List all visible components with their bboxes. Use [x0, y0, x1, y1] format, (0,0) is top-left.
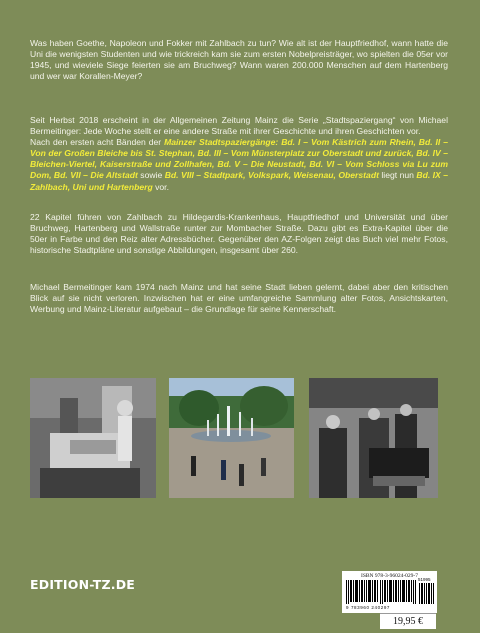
blurb-paragraph-questions [30, 38, 448, 82]
paragraph-volumes [30, 137, 448, 192]
volume-9-highlight: Bd. IX – Zahlbach, Uni und Hartenberg [30, 170, 448, 192]
publisher-website: EDITION-TZ.DE [30, 577, 136, 592]
paragraph-text: Seit Herbst 2018 erscheint in der Allgemeinen Zeitung Mainz die Serie „Stadtspaziergang“ von Michael Bermeitinger: Jede Woche stellt er eine andere Straße mit ihrer Geschichte und ihren Geschichten vor. [30, 115, 448, 137]
volume-titles-highlight: Mainzer Stadtspaziergänge: Bd. I – Vom Kästrich zum Rhein, Bd. II – Von der Großen Bleiche bis St. Stephan, Bd. III – Vom Münsterplatz zur Oberstadt und zurück, Bd. IV – Bleichen-Viertel, Kaiserstraße und Zollhafen, Bd. V – Die Neustadt, Bd. VI – Vom Schloss via Lu zum Dom, Bd. VII – Die Altstadt [30, 137, 449, 181]
ean-digits: 9 783960 240297 [346, 605, 391, 610]
blurb-paragraph-chapters [30, 212, 448, 256]
text-run: liegt nun [378, 170, 417, 181]
paragraph-text: Michael Bermeitinger kam 1974 nach Mainz und hat seine Stadt lieben gelernt, dabei aber den kritischen Blick auf sie nicht verloren. Inzwischen hat er eine umfangreiche Sammlung alter Fotos, Ansichtskarten, Werbung und Mainz-Literatur aufgebaut – die Grundlage für seine Kennerschaft. [30, 282, 448, 315]
price-label: 19,95 € [380, 613, 436, 629]
ean-barcode-bars [346, 580, 416, 604]
volume-8-highlight: Bd. VIII – Stadtpark, Volkspark, Weisenau, Oberstadt [164, 170, 379, 181]
text-run: sowie [137, 170, 165, 181]
paragraph-text: Was haben Goethe, Napoleon und Fokker mit Zahlbach zu tun? Wie alt ist der Hauptfriedhof, wann hatte die Uni die wenigsten Studenten und wie trickreich kam sie zum ersten Nobelpreisträger, wo spielten die 05er vor 1945, und wieviele Siege feierten sie am Bruchweg? Wann waren 200.000 Menschen auf dem Hartenberg und wer war Korallen-Meyer? [30, 38, 448, 82]
isbn-number: ISBN 978-3-96024-029-7 [361, 573, 418, 579]
photo-mourners-bw [309, 378, 438, 498]
text-run: vor. [152, 181, 169, 192]
text-run: Nach den ersten acht Bänden der [30, 137, 165, 148]
isbn-barcode [342, 571, 437, 613]
price-addon-bars [419, 583, 434, 604]
addon-digits: 51995 [418, 577, 431, 582]
photo-fountain-color [169, 378, 294, 498]
photo-hospital-bw [30, 378, 156, 498]
blurb-paragraph-author [30, 282, 448, 315]
paragraph-text: 22 Kapitel führen von Zahlbach zu Hildegardis-Krankenhaus, Hauptfriedhof und Universität und über Bruchweg, Hartenberg und Wallstraße runter zur Mombacher Straße. Dazu gibt es Extra-Kapitel über die 50er in Farbe und den Reiz alter Adressbücher. Gegenüber den AZ-Folgen zeigt das Buch viel mehr Fotos, historische Stadtpläne und sonstige Abbildungen, insgesamt über 260. [30, 212, 448, 256]
blurb-paragraph-series [30, 115, 448, 193]
